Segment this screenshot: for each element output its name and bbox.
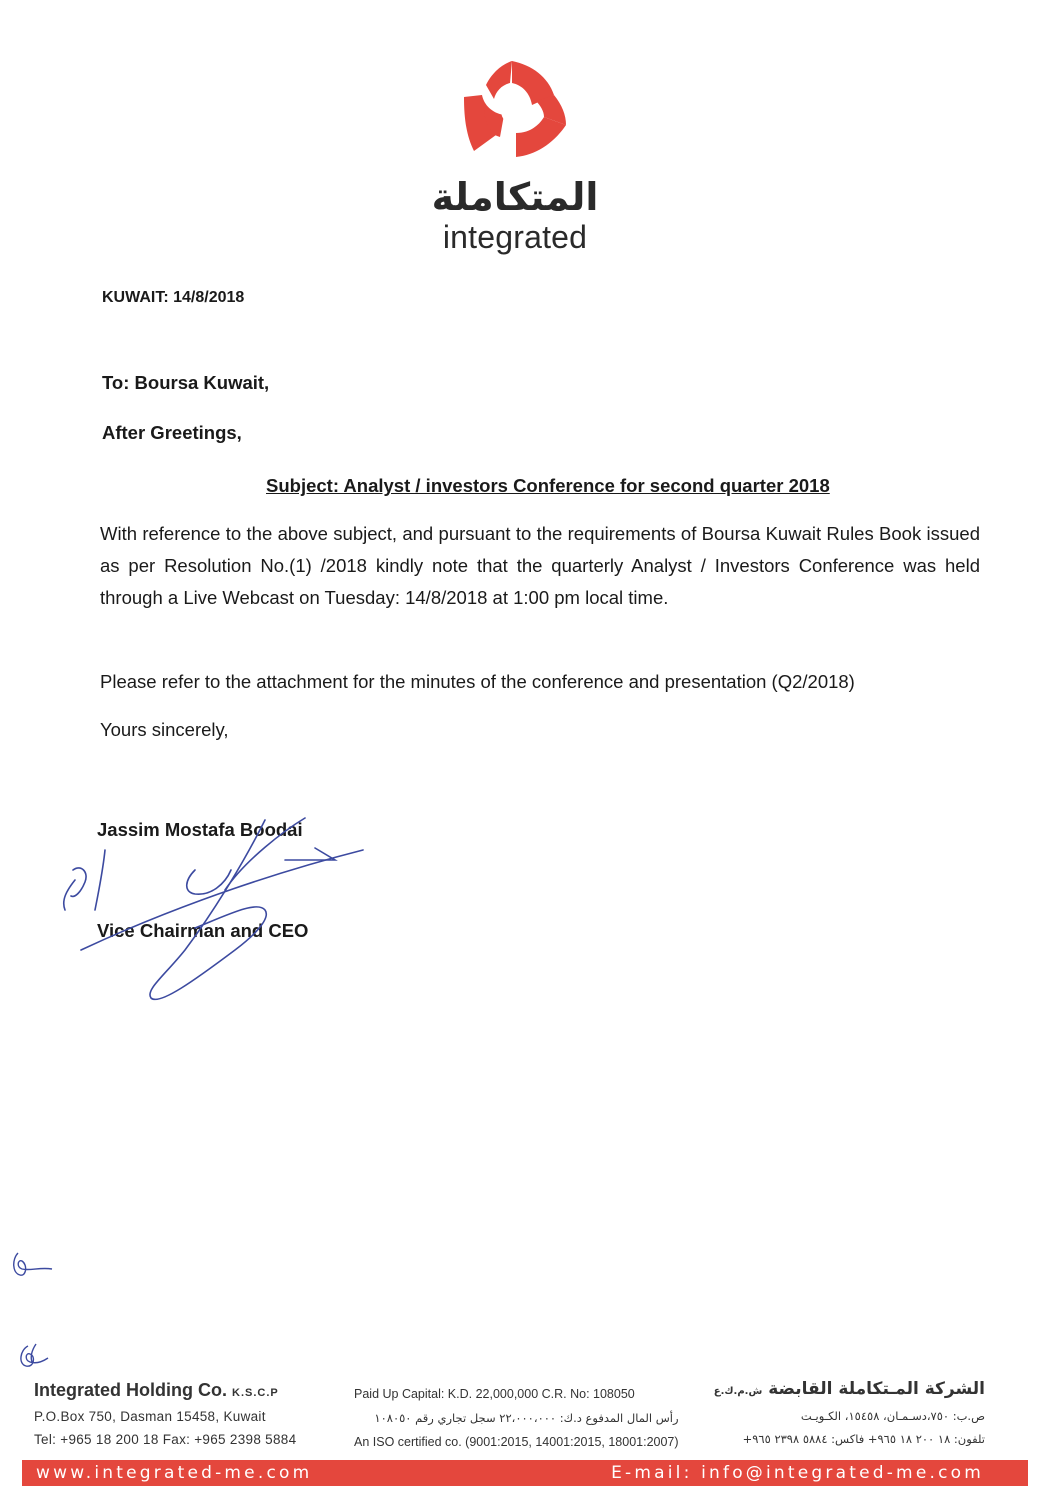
company-address: P.O.Box 750, Dasman 15458, Kuwait: [34, 1409, 266, 1424]
paid-up-capital: Paid Up Capital: K.D. 22,000,000 C.R. No: 108050: [354, 1387, 635, 1401]
logo-english-text: integrated: [442, 219, 588, 255]
company-phone-fax: Tel: +965 18 200 18 Fax: +965 2398 5884: [34, 1432, 297, 1447]
company-name-arabic: الشركة المـتكاملة القابضة ش.م.ك.ع: [713, 1379, 985, 1399]
email-link[interactable]: E-mail: info@integrated-me.com: [611, 1463, 984, 1483]
recipient: To: Boursa Kuwait,: [102, 372, 270, 393]
phone-arabic: تلفون: ١٨ ٢٠٠ ١٨ ٩٦٥+ فاكس: ٥٨٨٤ ٢٣٩٨ ٩٦٥+: [742, 1432, 985, 1446]
signer-name: Jassim Mostafa Boodai: [97, 819, 303, 840]
address-arabic: ص.ب: ٧٥٠،دسـمـان، ١٥٤٥٨، الكـويـت: [800, 1409, 985, 1423]
body-paragraph: With reference to the above subject, and pursuant to the requirements of Boursa Kuwait Rules Book issued as per Resolution No.(1) /2018 kindly note that the quarterly Analyst / Investors Conference was held through a Live Webcast on Tuesday: 14/8/2018 at 1:00 pm local time.: [100, 523, 980, 608]
handwritten-signature: [45, 800, 375, 1010]
footer-registration-info: [354, 1382, 679, 1454]
website-link[interactable]: www.integrated-me.com: [36, 1463, 313, 1483]
signer-title: Vice Chairman and CEO: [97, 920, 309, 941]
attachment-note: Please refer to the attachment for the minutes of the conference and presentation (Q2/2018): [100, 671, 855, 692]
paid-up-capital-arabic: رأس المال المدفوع د.ك: ٢٢،٠٠٠،٠٠٠ سجل تجاري رقم ١٠٨٠٥٠: [374, 1411, 679, 1425]
company-name: Integrated Holding Co. K.S.C.P: [34, 1380, 279, 1400]
footer-contact-bar: [22, 1460, 1028, 1486]
initials-mark: [14, 1340, 54, 1376]
footer-arabic-info: [700, 1376, 985, 1451]
footer-company-info: [34, 1378, 296, 1451]
logo-arabic-text: المتكاملة: [431, 175, 599, 219]
subject-line: Subject: Analyst / investors Conference for second quarter 2018: [266, 475, 830, 496]
company-logo: [420, 55, 610, 255]
closing: Yours sincerely,: [100, 719, 229, 740]
letter-date: KUWAIT: 14/8/2018: [102, 289, 245, 306]
greeting: After Greetings,: [102, 422, 242, 443]
initials-mark: [8, 1245, 58, 1285]
pinwheel-logo-icon: [450, 55, 580, 173]
iso-certification: An ISO certified co. (9001:2015, 14001:2015, 18001:2007): [354, 1435, 679, 1449]
